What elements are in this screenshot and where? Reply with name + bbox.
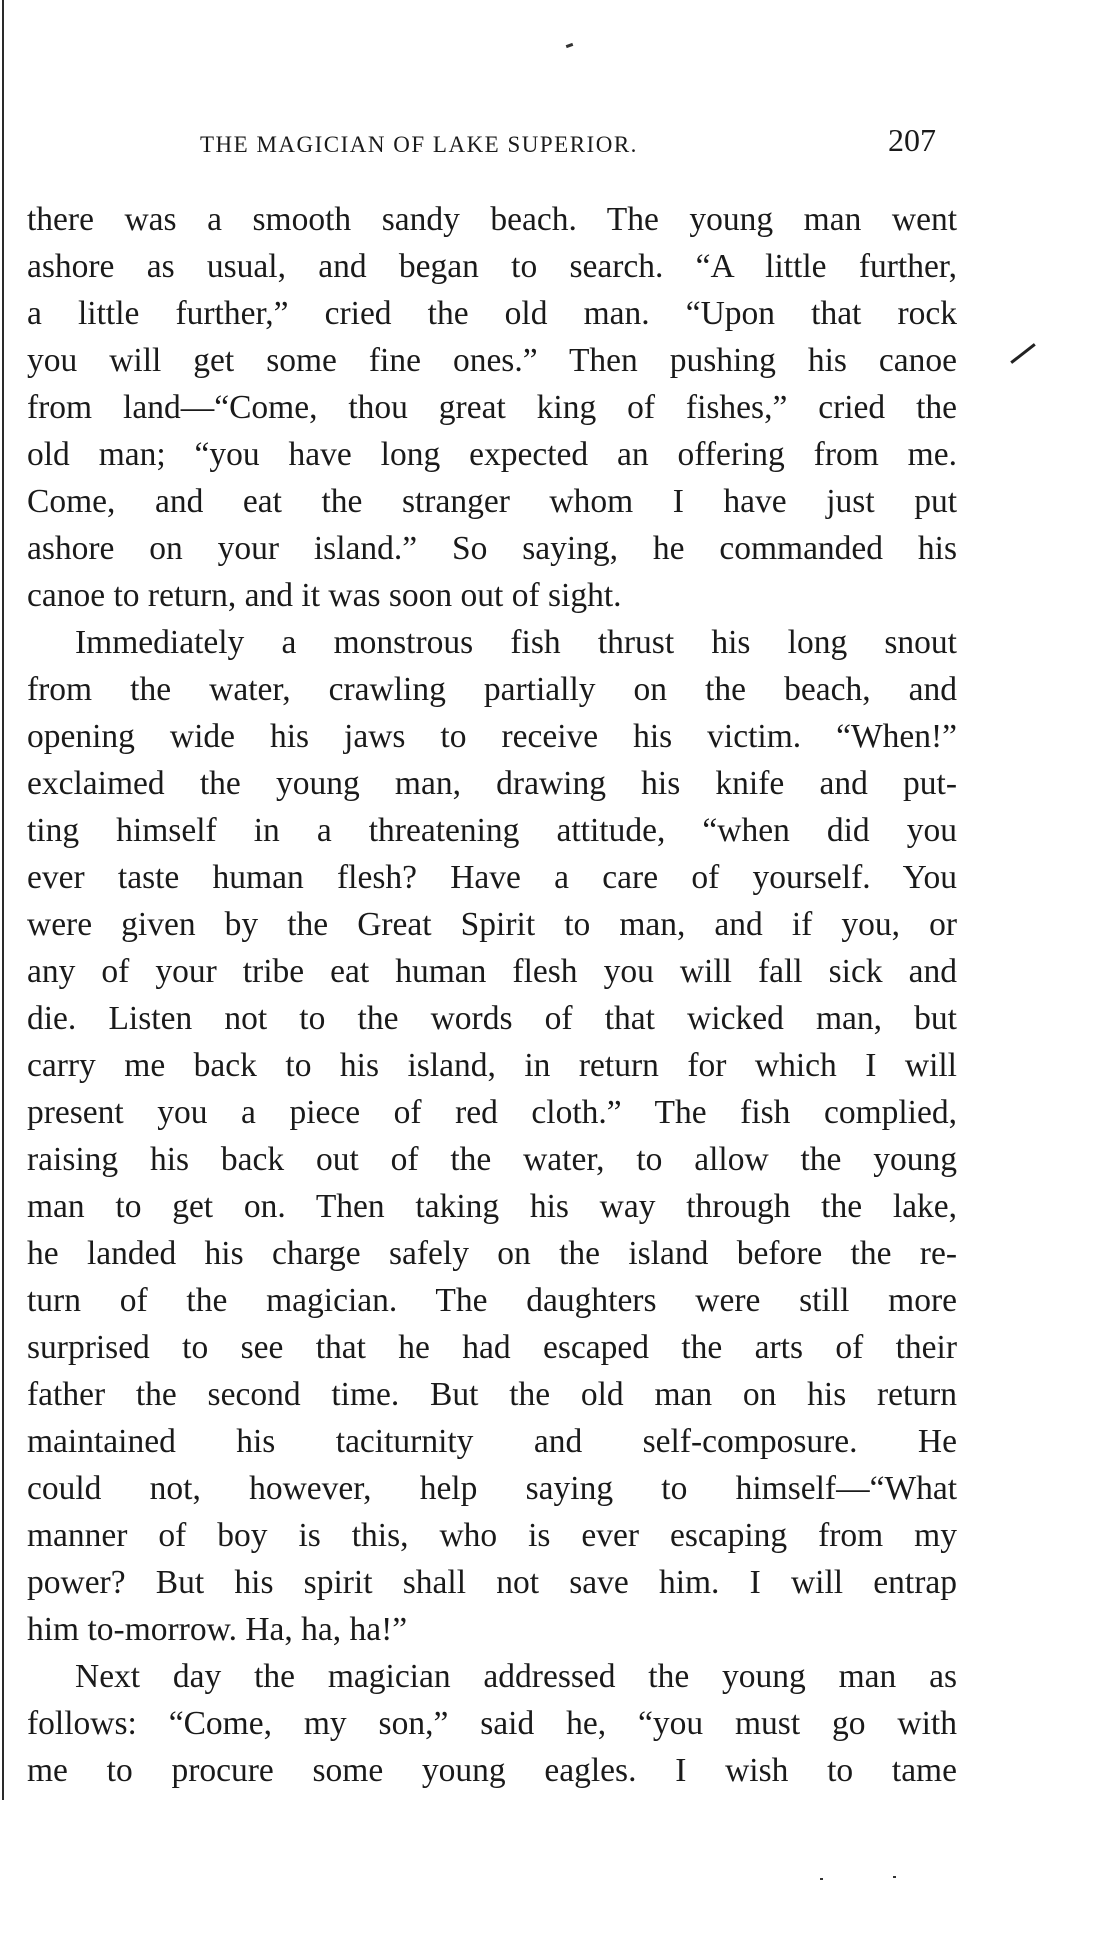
ink-speck [820, 1878, 823, 1880]
text-line: opening wide his jaws to receive his victim. “When!” [27, 718, 957, 755]
text-line: father the second time. But the old man on his return [27, 1376, 957, 1413]
ink-speck [566, 43, 574, 48]
text-line: a little further,” cried the old man. “Upon that rock [27, 295, 957, 332]
text-line: present you a piece of red cloth.” The fish complied, [27, 1094, 957, 1131]
ink-speck [893, 1876, 896, 1878]
text-line: there was a smooth sandy beach. The young man went [27, 201, 957, 238]
text-line: ashore on your island.” So saying, he commanded his [27, 530, 957, 567]
text-line: any of your tribe eat human flesh you will fall sick and [27, 953, 957, 990]
text-line: follows: “Come, my son,” said he, “you must go with [27, 1705, 957, 1742]
text-line: carry me back to his island, in return for which I will [27, 1047, 957, 1084]
paragraph-last-line: canoe to return, and it was soon out of sight. [27, 577, 622, 614]
page-header [0, 122, 1097, 162]
text-line: man to get on. Then taking his way through the lake, [27, 1188, 957, 1225]
text-line: maintained his taciturnity and self-composure. He [27, 1423, 957, 1460]
page-number: 207 [888, 122, 936, 158]
text-line: ashore as usual, and began to search. “A little further, [27, 248, 957, 285]
text-line: manner of boy is this, who is ever escaping from my [27, 1517, 957, 1554]
page-edge-shadow [2, 0, 4, 1800]
text-line: raising his back out of the water, to allow the young [27, 1141, 957, 1178]
text-line: ting himself in a threatening attitude, “when did you [27, 812, 957, 849]
text-line: me to procure some young eagles. I wish to tame [27, 1752, 957, 1789]
text-line: power? But his spirit shall not save him. I will entrap [27, 1564, 957, 1601]
text-line: ever taste human flesh? Have a care of yourself. You [27, 859, 957, 896]
text-line: you will get some fine ones.” Then pushing his canoe [27, 342, 957, 379]
text-line: from the water, crawling partially on the beach, and [27, 671, 957, 708]
text-line: die. Listen not to the words of that wicked man, but [27, 1000, 957, 1037]
text-line: old man; “you have long expected an offering from me. [27, 436, 957, 473]
paragraph-first-line: Next day the magician addressed the young man as [75, 1658, 957, 1695]
text-line: turn of the magician. The daughters were still more [27, 1282, 957, 1319]
text-line: surprised to see that he had escaped the arts of their [27, 1329, 957, 1366]
text-line: he landed his charge safely on the island before the re- [27, 1235, 957, 1272]
text-line: could not, however, help saying to himself—“What [27, 1470, 957, 1507]
text-line: were given by the Great Spirit to man, and if you, or [27, 906, 957, 943]
margin-pencil-mark [1010, 343, 1035, 364]
text-line: Come, and eat the stranger whom I have just put [27, 483, 957, 520]
running-title: THE MAGICIAN OF LAKE SUPERIOR. [200, 132, 638, 157]
text-line: from land—“Come, thou great king of fishes,” cried the [27, 389, 957, 426]
text-line: exclaimed the young man, drawing his knife and put- [27, 765, 957, 802]
paragraph-last-line: him to-morrow. Ha, ha, ha!” [27, 1611, 408, 1648]
paragraph-first-line: Immediately a monstrous fish thrust his long snout [75, 624, 957, 661]
body-text [27, 196, 957, 1794]
